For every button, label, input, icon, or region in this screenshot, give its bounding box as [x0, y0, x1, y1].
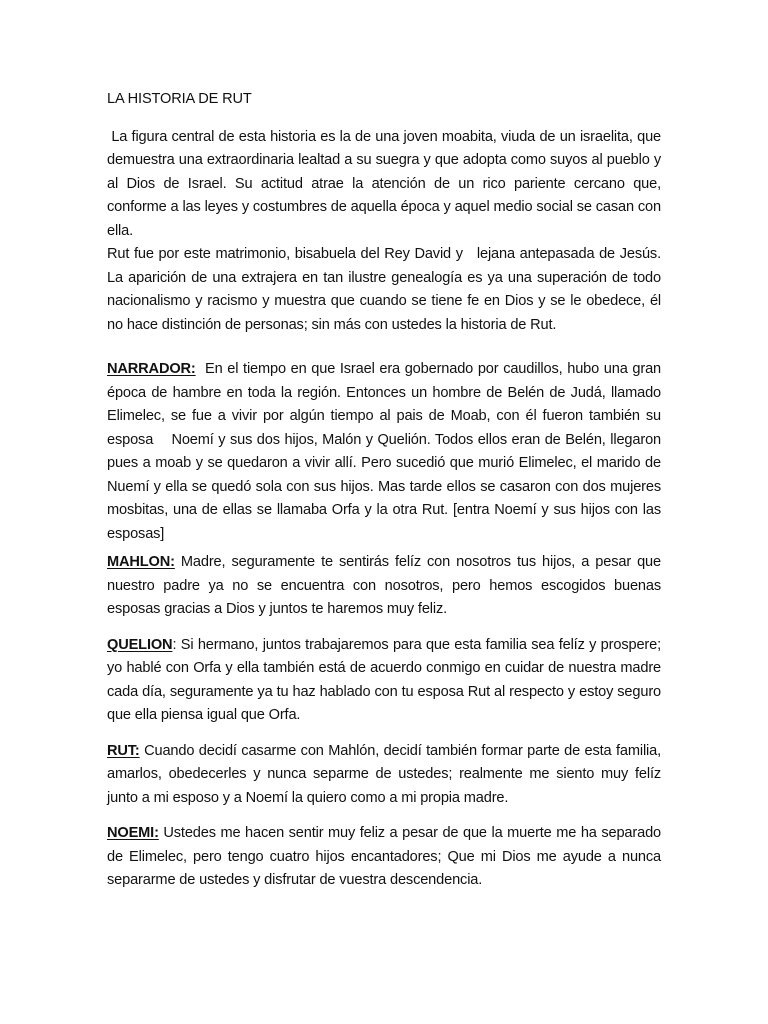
dialogue-text: Madre, seguramente te sentirás felíz con nosotros tus hijos, a pesar que nuestro padre ya no se encuentra con nosotros, pero hemos escogidos buenas esposas gracias a Dios y juntos te haremos muy feliz. [107, 554, 661, 617]
dialogue-text: : Si hermano, juntos trabajaremos para que esta familia sea felíz y prospere; yo hablé con Orfa y ella también está de acuerdo conmigo en cuidar de nuestra madre cada día, seguramente ya tu haz hablado con tu esposa Rut al respecto y estoy seguro que ella piensa igual que Orfa. [107, 636, 661, 723]
dialogue-text: Ustedes me hacen sentir muy feliz a pesar de que la muerte me ha separado de Elimelec, pero tengo cuatro hijos encantadores; Que mi Dios me ayude a nunca separarme de ustedes y disfrutar de vuestra descendencia. [107, 825, 661, 888]
intro-paragraph: Rut fue por este matrimonio, bisabuela del Rey David y lejana antepasada de Jesús. La aparición de una extrajera en tan ilustre genealogía es ya una superación de todo nacionalismo y racismo y muestra que cuando se tiene fe en Dios y se le obedece, él no hace distinción de personas; sin más con ustedes la historia de Rut. [107, 246, 665, 333]
dialogue-block-quelion [107, 634, 661, 728]
speaker-name: QUELION [107, 636, 173, 653]
dialogue-block-narrador [107, 358, 665, 546]
speaker-name: RUT: [107, 742, 140, 759]
dialogue-text: Cuando decidí casarme con Mahlón, decidí también formar parte de esta familia, amarlos, obedecerles y nunca separme de ustedes; realmente me siento muy felíz junto a mi esposo y a Noemí la quiero como a mi propia madre. [107, 742, 661, 806]
dialogue-block-rut [107, 740, 661, 811]
intro-section [107, 126, 665, 338]
dialogue-block-mahlon [107, 551, 661, 622]
speaker-name: NARRADOR: [107, 361, 196, 377]
dialogue-block-noemi [107, 822, 661, 893]
dialogue-text: En el tiempo en que Israel era gobernado por caudillos, hubo una gran época de hambre en toda la región. Entonces un hombre de Belén de Judá, llamado Elimelec, se fue a vivir por algún tiempo al pais de Moab, con él fueron también su esposa Noemí y sus dos hijos, Malón y Quelión. Todos ellos eran de Belén, llegaron pues a moab y se quedaron a vivir allí. Pero sucedió que murió Elimelec, el marido de Nuemí y ella se quedó sola con sus hijos. Mas tarde ellos se casaron con dos mujeres mosbitas, una de ellas se llamaba Orfa y la otra Rut. [entra Noemí y sus hijos con las esposas] [107, 361, 665, 542]
document-title: LA HISTORIA DE RUT [107, 91, 252, 107]
speaker-name: MAHLON: [107, 554, 175, 570]
intro-paragraph: La figura central de esta historia es la de una joven moabita, viuda de un israelita, que demuestra una extraordinaria lealtad a su suegra y que adopta como suyos al pueblo y al Dios de Israel. Su actitud atrae la atención de un rico pariente cercano que, conforme a las leyes y costumbres de aquella época y aquel medio social se casan con ella. [107, 128, 665, 239]
speaker-name: NOEMI: [107, 825, 159, 841]
document-page [107, 88, 665, 893]
